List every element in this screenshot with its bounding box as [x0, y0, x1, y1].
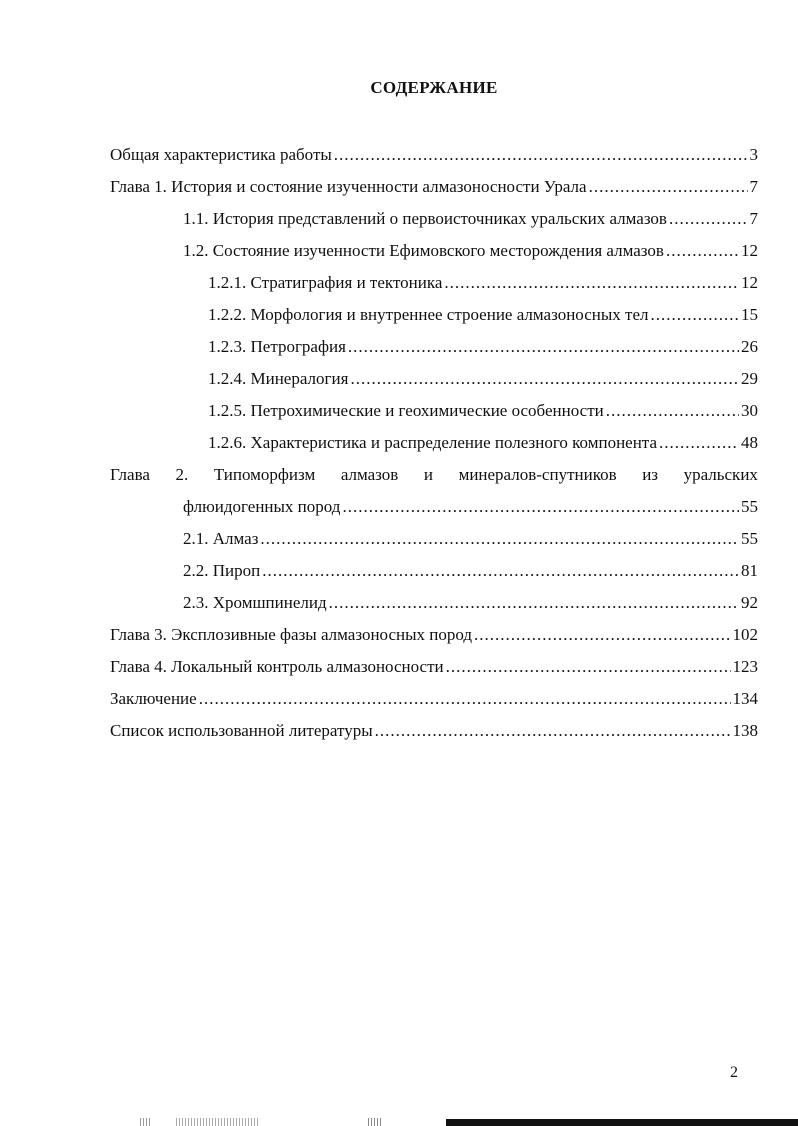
- word: Типоморфизм: [213, 465, 316, 484]
- word: алмазов: [340, 465, 399, 484]
- toc-entry-page: 138: [732, 721, 758, 740]
- toc-entry-chapter-2-line-2[interactable]: [183, 495, 758, 519]
- dot-leader: [329, 591, 739, 615]
- toc-entry-page: 7: [749, 209, 758, 228]
- word: 2.: [175, 465, 189, 484]
- toc-entry-chapter-2-line-1[interactable]: [110, 463, 758, 487]
- toc-entry-label: 2.1. Алмаз: [183, 529, 259, 548]
- toc-entry-page: 12: [741, 241, 758, 260]
- toc-entry[interactable]: [208, 303, 758, 327]
- toc-entry-label: 1.2.3. Петрография: [208, 337, 346, 356]
- dot-leader: [348, 335, 739, 359]
- toc-entry-page: 30: [741, 401, 758, 420]
- toc-entry-label: Заключение: [110, 689, 197, 708]
- scan-mark: [446, 1119, 798, 1126]
- toc-entry[interactable]: [208, 335, 758, 359]
- toc-entry[interactable]: [208, 271, 758, 295]
- toc-entry-page: 55: [741, 497, 758, 516]
- toc-entry[interactable]: [110, 175, 758, 199]
- toc-entry-label: Общая характеристика работы: [110, 145, 332, 164]
- toc-entry[interactable]: [208, 431, 758, 455]
- toc-entry[interactable]: [208, 399, 758, 423]
- toc-entry[interactable]: [183, 239, 758, 263]
- word: уральских: [683, 465, 758, 484]
- toc-entry-label: Список использованной литературы: [110, 721, 373, 740]
- dot-leader: [606, 399, 739, 423]
- word: и: [423, 465, 433, 484]
- toc-entry-page: 102: [732, 625, 758, 644]
- toc-entry-label: 1.2.1. Стратиграфия и тектоника: [208, 273, 443, 292]
- toc-entry-label: 1.2.4. Минералогия: [208, 369, 349, 388]
- toc-entry-label: 1.2.2. Морфология и внутреннее строение алмазоносных тел: [208, 305, 649, 324]
- dot-leader: [375, 719, 731, 743]
- dot-leader: [651, 303, 740, 327]
- toc-entry[interactable]: [110, 719, 758, 743]
- toc-entry-label: Глава 4. Локальный контроль алмазоносности: [110, 657, 444, 676]
- dot-leader: [199, 687, 731, 711]
- dot-leader: [350, 367, 739, 391]
- toc-entry-page: 15: [741, 305, 758, 324]
- toc-entry-label: 1.1. История представлений о первоисточниках уральских алмазов: [183, 209, 667, 228]
- toc-entry-page: 92: [741, 593, 758, 612]
- dot-leader: [666, 239, 739, 263]
- toc-entry-page: 48: [741, 433, 758, 452]
- dot-leader: [334, 143, 748, 167]
- word: из: [642, 465, 659, 484]
- toc-entry[interactable]: [110, 143, 758, 167]
- word: минералов-спутников: [458, 465, 617, 484]
- toc-entry-label: 2.3. Хромшпинелид: [183, 593, 327, 612]
- toc-entry-label: Глава 1. История и состояние изученности алмазоносности Урала: [110, 177, 587, 196]
- toc-entry-label: 1.2. Состояние изученности Ефимовского месторождения алмазов: [183, 241, 664, 260]
- dot-leader: [446, 655, 731, 679]
- toc-entry[interactable]: [208, 367, 758, 391]
- dot-leader: [669, 207, 748, 231]
- page-title: СОДЕРЖАНИЕ: [370, 78, 498, 97]
- toc-entry-page: 3: [749, 145, 758, 164]
- toc-entry-page: 123: [732, 657, 758, 676]
- dot-leader: [444, 271, 739, 295]
- toc-entry[interactable]: [183, 559, 758, 583]
- dot-leader: [262, 559, 739, 583]
- scan-mark: [368, 1118, 382, 1126]
- toc-entry-page: 29: [741, 369, 758, 388]
- toc-entry-label: 1.2.5. Петрохимические и геохимические особенности: [208, 401, 604, 420]
- toc-entry-page: 55: [741, 529, 758, 548]
- dot-leader: [589, 175, 748, 199]
- toc-entry-page: 12: [741, 273, 758, 292]
- scan-mark: [140, 1118, 152, 1126]
- dot-leader: [342, 495, 739, 519]
- dot-leader: [659, 431, 739, 455]
- toc-entry[interactable]: [183, 591, 758, 615]
- toc-entry[interactable]: [183, 207, 758, 231]
- scan-mark: [176, 1118, 260, 1126]
- toc-entry-page: 7: [749, 177, 758, 196]
- toc-entry[interactable]: [110, 655, 758, 679]
- toc-entry[interactable]: [183, 527, 758, 551]
- word: Глава: [110, 465, 150, 484]
- toc-entry-page: 134: [732, 689, 758, 708]
- toc-entry[interactable]: [110, 687, 758, 711]
- toc-entry-page: 81: [741, 561, 758, 580]
- toc-entry[interactable]: [110, 623, 758, 647]
- toc-entry-label: 2.2. Пироп: [183, 561, 261, 580]
- toc-entry-label: флюидогенных пород: [183, 497, 341, 516]
- toc-entry-page: 26: [741, 337, 758, 356]
- toc-entry-label: Глава 3. Эксплозивные фазы алмазоносных пород: [110, 625, 473, 644]
- toc-entry-label: 1.2.6. Характеристика и распределение полезного компонента: [208, 433, 657, 452]
- page-number: 2: [730, 1064, 738, 1081]
- dot-leader: [474, 623, 730, 647]
- dot-leader: [260, 527, 739, 551]
